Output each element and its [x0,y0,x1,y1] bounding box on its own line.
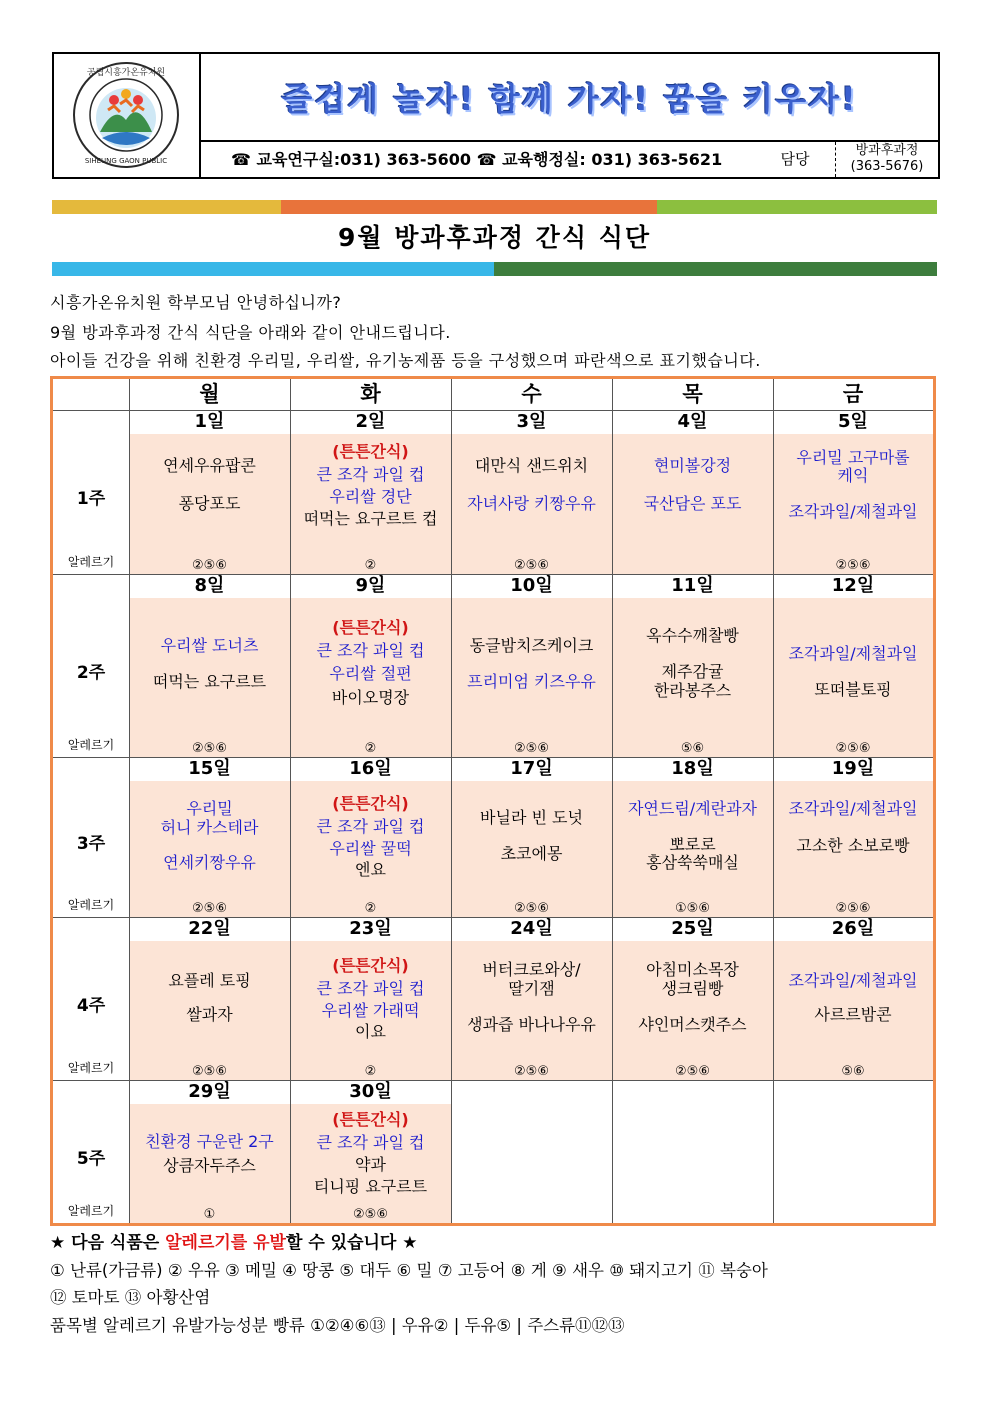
menu-item: 딸기잼 [508,979,555,998]
allergy-list-line-1: ① 난류(가금류) ② 우유 ③ 메밀 ④ 땅콩 ⑤ 대두 ⑥ 밀 ⑦ 고등어 ⑧ 게 ⑨ 새우 ⑩ 돼지고기 ⑪ 복숭아 [50,1261,768,1280]
day-header: 화 [360,382,381,406]
menu-item: 버터크로와상/ [482,960,581,979]
header-box [52,52,940,179]
menu-item: 조각과일/제철과일 [788,644,918,663]
intro-line-1: 시흥가온유치원 학부모님 안녕하십니까? [50,293,342,312]
allergy-warning-right: 할 수 있습니다 ★ [285,1233,418,1253]
svg-text:공립시흥가온유치원: 공립시흥가온유치원 [86,68,166,78]
date-label: 18일 [671,758,714,779]
grid-vline [612,379,613,1226]
menu-item: 큰 조각 과일 컵 [316,817,425,836]
menu-item: 엔요 [355,860,386,879]
week-label: 4주 [76,995,106,1016]
date-label: 26일 [831,918,875,939]
grid-vline [773,379,774,1226]
menu-item: 요플레 토핑 [168,971,251,990]
menu-item: 국산담은 포도 [643,494,742,513]
date-label: 12일 [831,575,875,596]
grid-vline [129,379,130,1226]
date-label: 8일 [194,575,225,596]
menu-cell [612,781,773,917]
menu-item: 이요 [355,1022,386,1041]
menu-cell [129,941,290,1080]
menu-item: 쌀과자 [186,1005,233,1024]
menu-item: 대만식 샌드위치 [474,456,589,475]
allergy-codes: ②⑤⑥ [514,558,549,573]
date-label [773,1080,933,1104]
allergy-codes: ②⑤⑥ [192,741,227,756]
menu-item: (튼튼간식) [332,1110,409,1129]
menu-cell [612,1104,773,1223]
slogan: 즐겁게 놀자! 함께 가자! 꿈을 키우자! [281,80,858,118]
menu-cell [129,781,290,917]
menu-item: 바닐라 빈 도넛 [480,808,583,827]
allergy-label: 알레르기 [67,1204,115,1218]
menu-item: 우리밀 고구마롤 [796,448,910,467]
date-label: 15일 [188,758,231,779]
date-label: 19일 [831,758,875,779]
grid-vline [451,379,452,1226]
allergy-codes: ②⑤⑥ [835,901,871,916]
menu-item: 바이오명장 [331,688,410,707]
menu-cell [451,598,612,757]
menu-cell [129,434,290,574]
menu-item: 고소한 소보로빵 [796,836,910,855]
menu-cell [451,781,612,917]
menu-item: 우리쌀 도너츠 [160,636,259,655]
menu-item: 큰 조각 과일 컵 [316,979,425,998]
allergy-warning-emphasis: 알레르기를 유발 [165,1233,286,1253]
menu-item: 약과 [355,1155,386,1174]
menu-item: (튼튼간식) [332,442,409,461]
allergy-warning-left: ★ 다음 식품은 [50,1233,166,1253]
menu-cell [290,598,451,757]
menu-item: (튼튼간식) [332,618,409,637]
date-label: 10일 [510,575,553,596]
allergy-codes: ②⑤⑥ [835,558,871,573]
menu-item: (튼튼간식) [332,794,409,813]
logo-cell [54,54,201,177]
week-label: 5주 [76,1148,106,1169]
allergy-codes: ② [364,901,377,916]
date-label: 4일 [677,411,708,432]
date-label: 11일 [671,575,714,596]
menu-cell [290,941,451,1080]
menu-cell [612,598,773,757]
date-label: 3일 [516,411,547,432]
contact-person-dept: 방과후과정 [855,143,919,158]
allergy-list-line-2: ⑫ 토마토 ⑬ 아황산염 [50,1288,211,1307]
contact-person [835,142,938,177]
allergy-codes: ②⑤⑥ [675,1064,710,1079]
grid-hline [53,410,933,411]
menu-cell [773,1104,933,1223]
allergy-codes: ②⑤⑥ [192,558,227,573]
date-label: 17일 [510,758,553,779]
menu-item: 조각과일/제철과일 [788,799,918,818]
menu-cell [773,598,933,757]
menu-item: 제주감귤 [661,662,724,681]
bottom-bar-green [494,262,937,276]
kindergarten-logo [62,60,190,170]
menu-item: 생크림빵 [661,979,724,998]
date-label: 25일 [671,918,714,939]
menu-cell [451,941,612,1080]
allergy-codes: ②⑤⑥ [835,741,871,756]
date-label: 23일 [349,918,392,939]
allergy-label: 알레르기 [67,555,115,569]
menu-item: 상큼자두주스 [163,1156,256,1175]
date-label: 29일 [188,1081,231,1102]
date-label: 24일 [510,918,553,939]
menu-item: 우리쌀 절편 [329,664,412,683]
contact-label: 담당 [780,150,810,168]
menu-item: 우리밀 [186,799,233,818]
menu-item: 샤인머스캣주스 [638,1015,747,1034]
week-label: 1주 [76,489,106,509]
allergy-codes: ①⑤⑥ [675,901,710,916]
date-label [612,1080,773,1104]
menu-item: 초코에몽 [500,844,563,863]
menu-cell [451,1104,612,1223]
top-bar-yellow [52,200,281,214]
date-label: 2일 [355,411,386,432]
intro-line-3: 아이들 건강을 위해 친환경 우리밀, 우리쌀, 유기농제품 등을 구성했으며 파란색으로 표기했습니다. [50,351,761,370]
allergy-codes: ⑤⑥ [841,1064,865,1079]
menu-item: 우리쌀 경단 [329,487,412,506]
week-label: 3주 [76,834,106,854]
menu-item: 동글밤치즈케이크 [469,636,594,655]
allergy-label: 알레르기 [67,1061,115,1075]
date-label: 9일 [355,575,386,596]
top-bar-orange [281,200,657,214]
menu-cell [129,1104,290,1223]
menu-item: 티니핑 요구르트 [313,1177,428,1196]
menu-item: 퐁당포도 [178,494,241,513]
page-title: 9월 방과후과정 간식 식단 [337,223,651,252]
allergy-codes: ②⑤⑥ [514,1064,549,1079]
allergy-codes: ② [364,558,377,573]
menu-cell [612,941,773,1080]
date-label: 22일 [188,918,231,939]
menu-item: 조각과일/제철과일 [788,502,918,521]
menu-item: (튼튼간식) [332,956,409,975]
allergy-codes: ② [364,741,377,756]
allergy-codes: ②⑤⑥ [514,741,549,756]
menu-item: 홍삼쑥쑥매실 [646,853,739,872]
menu-cell [612,434,773,574]
menu-item: 생과즙 바나나우유 [467,1015,596,1034]
allergy-label: 알레르기 [67,738,115,752]
allergy-codes: ②⑤⑥ [192,1064,227,1079]
menu-item: 뽀로로 [669,835,716,854]
allergy-codes: ②⑤⑥ [192,901,227,916]
menu-item: 허니 카스테라 [160,818,259,837]
menu-cell [290,1104,451,1223]
menu-item: 우리쌀 꿀떡 [329,839,412,858]
allergy-warning [50,1228,418,1253]
menu-item: 현미볼강정 [653,456,732,475]
date-label: 30일 [349,1081,392,1102]
menu-cell [290,781,451,917]
menu-item: 한라봉주스 [653,681,732,700]
date-label: 16일 [349,758,392,779]
phone-numbers: ☎ 교육연구실:031) 363-5600 ☎ 교육행정실: 031) 363-5621 [231,150,723,169]
day-header: 목 [682,382,703,406]
menu-item: 친환경 구운란 2구 [145,1132,274,1151]
menu-cell [290,434,451,574]
bottom-bar-blue [52,262,494,276]
allergy-label: 알레르기 [67,898,115,912]
allergy-codes: ⑤⑥ [680,741,705,756]
svg-text:SIHEUNG GAON PUBLIC: SIHEUNG GAON PUBLIC [84,157,168,165]
menu-item: 조각과일/제철과일 [788,971,918,990]
allergy-codes: ② [364,1064,377,1079]
menu-item: 큰 조각 과일 컵 [316,641,425,660]
menu-item: 아침미소목장 [646,960,739,979]
menu-item: 연세우유팝콘 [163,456,256,475]
menu-item: 우리쌀 가래떡 [321,1001,420,1020]
top-bar-green [657,200,937,214]
menu-item: 자연드림/계란과자 [627,799,758,818]
day-header: 금 [842,382,864,406]
grid-hline [53,917,933,918]
contact-row [201,140,938,177]
contact-person-phone: (363-5676) [850,159,924,174]
snack-menu-table [50,376,936,1226]
week-label: 2주 [76,662,106,683]
menu-cell [773,781,933,917]
menu-cell [773,434,933,574]
menu-item: 큰 조각 과일 컵 [316,465,425,484]
date-label: 5일 [838,411,868,432]
day-header: 수 [521,382,542,406]
day-header: 월 [199,382,220,406]
menu-cell [451,434,612,574]
grid-hline [53,757,933,758]
menu-item: 옥수수깨찰빵 [646,626,739,645]
menu-cell [129,598,290,757]
date-label: 1일 [194,411,225,432]
allergy-codes: ① [203,1207,216,1222]
date-label [451,1080,612,1104]
allergy-list-line-3: 품목별 알레르기 유발가능성분 빵류 ①②④⑥⑬ | 우유② | 두유⑤ | 주스류⑪⑫⑬ [50,1316,625,1335]
grid-vline [290,379,291,1226]
menu-item: 자녀사랑 키짱우유 [467,494,596,513]
menu-item: 큰 조각 과일 컵 [316,1133,425,1152]
allergy-codes: ②⑤⑥ [353,1207,388,1222]
grid-hline [53,574,933,575]
menu-item: 연세키짱우유 [163,853,256,872]
grid-hline [53,1080,933,1081]
menu-item: 사르르밤콘 [814,1005,892,1024]
menu-cell [773,941,933,1080]
menu-item: 케익 [837,466,869,485]
menu-item: 떠먹는 요구르트 컵 [303,509,438,528]
menu-item: 또떠블토핑 [814,680,892,699]
menu-item: 떠먹는 요구르트 [152,672,267,691]
allergy-codes: ②⑤⑥ [514,901,549,916]
intro-line-2: 9월 방과후과정 간식 식단을 아래와 같이 안내드립니다. [50,323,451,342]
menu-item: 프리미엄 키즈우유 [467,672,596,691]
